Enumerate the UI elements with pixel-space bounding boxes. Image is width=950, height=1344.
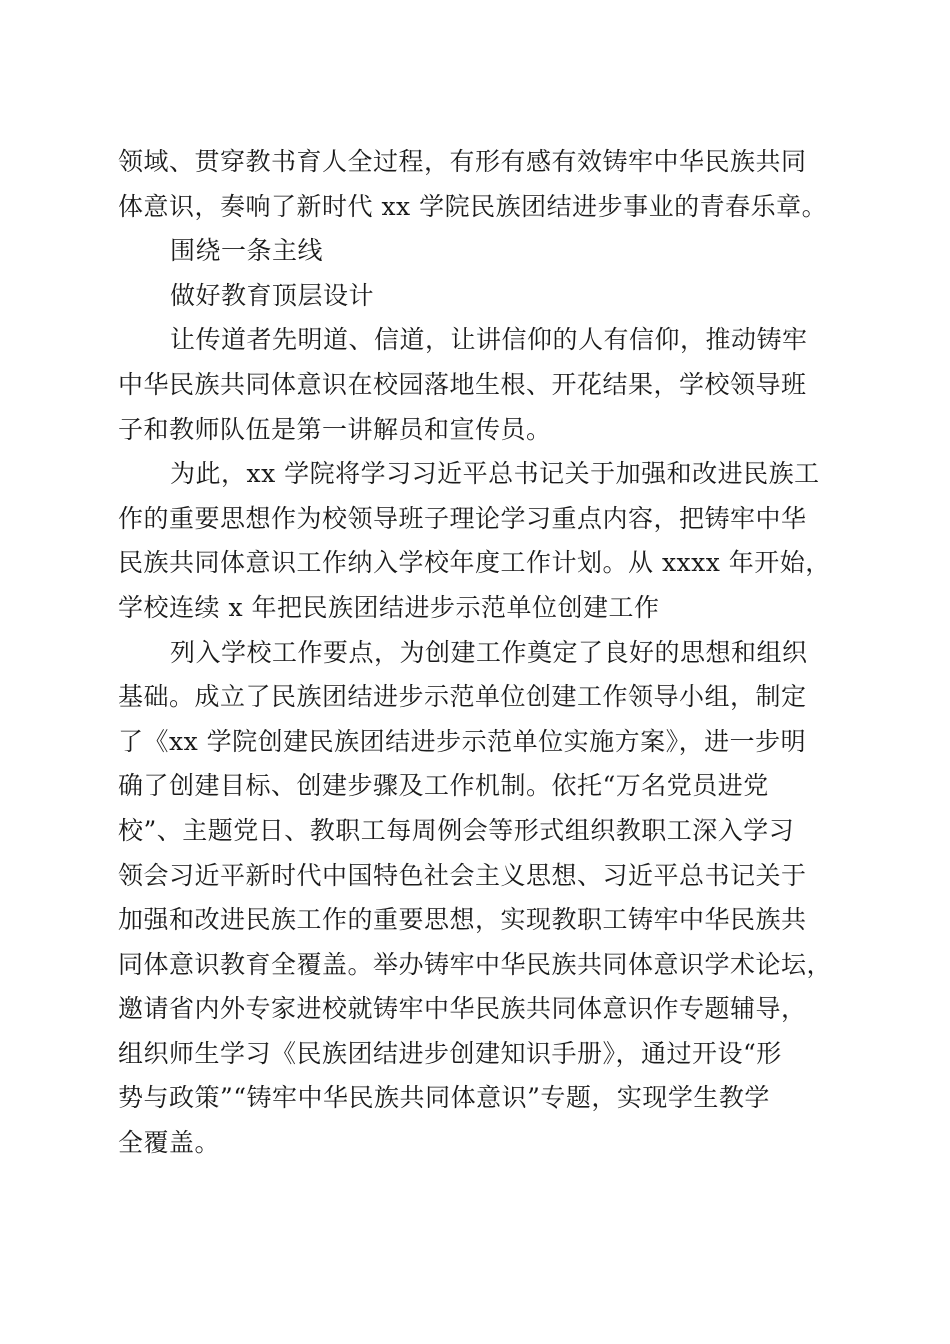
text-line: 学校连续 x 年把民族团结进步示范单位创建工作	[118, 592, 660, 622]
text-line: 领域、贯穿教书育人全过程，有形有感有效铸牢中华民族共同	[118, 147, 807, 176]
text-line: 列入学校工作要点，为创建工作奠定了良好的思想和组织	[170, 637, 808, 667]
text-line: 基础。成立了民族团结进步示范单位创建工作领导小组，制定	[118, 682, 807, 712]
text-line: 围绕一条主线	[170, 236, 324, 266]
text-line: 子和教师队伍是第一讲解员和宣传员。	[118, 414, 552, 444]
text-line: 势与政策”“铸牢中华民族共同体意识”专题，实现学生教学	[118, 1083, 770, 1113]
text-line: 组织师生学习《民族团结进步创建知识手册》，通过开设“形	[118, 1038, 782, 1068]
text-line: 让传道者先明道、信道，让讲信仰的人有信仰，推动铸牢	[170, 325, 808, 355]
text-line: 作的重要思想作为校领导班子理论学习重点内容，把铸牢中华	[118, 503, 807, 533]
text-line: 民族共同体意识工作纳入学校年度工作计划。从 xxxx 年开始，	[118, 548, 831, 578]
text-line: 邀请省内外专家进校就铸牢中华民族共同体意识作专题辅导，	[118, 994, 807, 1024]
text-line: 做好教育顶层设计	[170, 280, 375, 310]
text-line: 体意识，奏响了新时代 xx 学院民族团结进步事业的青春乐章。	[118, 191, 828, 221]
text-line: 全覆盖。	[118, 1128, 221, 1158]
text-line: 校”、主题党日、教职工每周例会等形式组织教职工深入学习	[118, 815, 795, 845]
text-line: 为此，xx 学院将学习习近平总书记关于加强和改进民族工	[170, 459, 820, 489]
text-line: 加强和改进民族工作的重要思想，实现教职工铸牢中华民族共	[118, 905, 807, 935]
text-line: 中华民族共同体意识在校园落地生根、开花结果，学校领导班	[118, 369, 807, 399]
text-line: 了《xx 学院创建民族团结进步示范单位实施方案》，进一步明	[118, 726, 807, 756]
document-body	[118, 140, 838, 1166]
text-line: 确了创建目标、创建步骤及工作机制。依托“万名党员进党	[118, 771, 769, 801]
text-line: 同体意识教育全覆盖。举办铸牢中华民族共同体意识学术论坛，	[118, 949, 833, 979]
text-line: 领会习近平新时代中国特色社会主义思想、习近平总书记关于	[118, 860, 807, 890]
